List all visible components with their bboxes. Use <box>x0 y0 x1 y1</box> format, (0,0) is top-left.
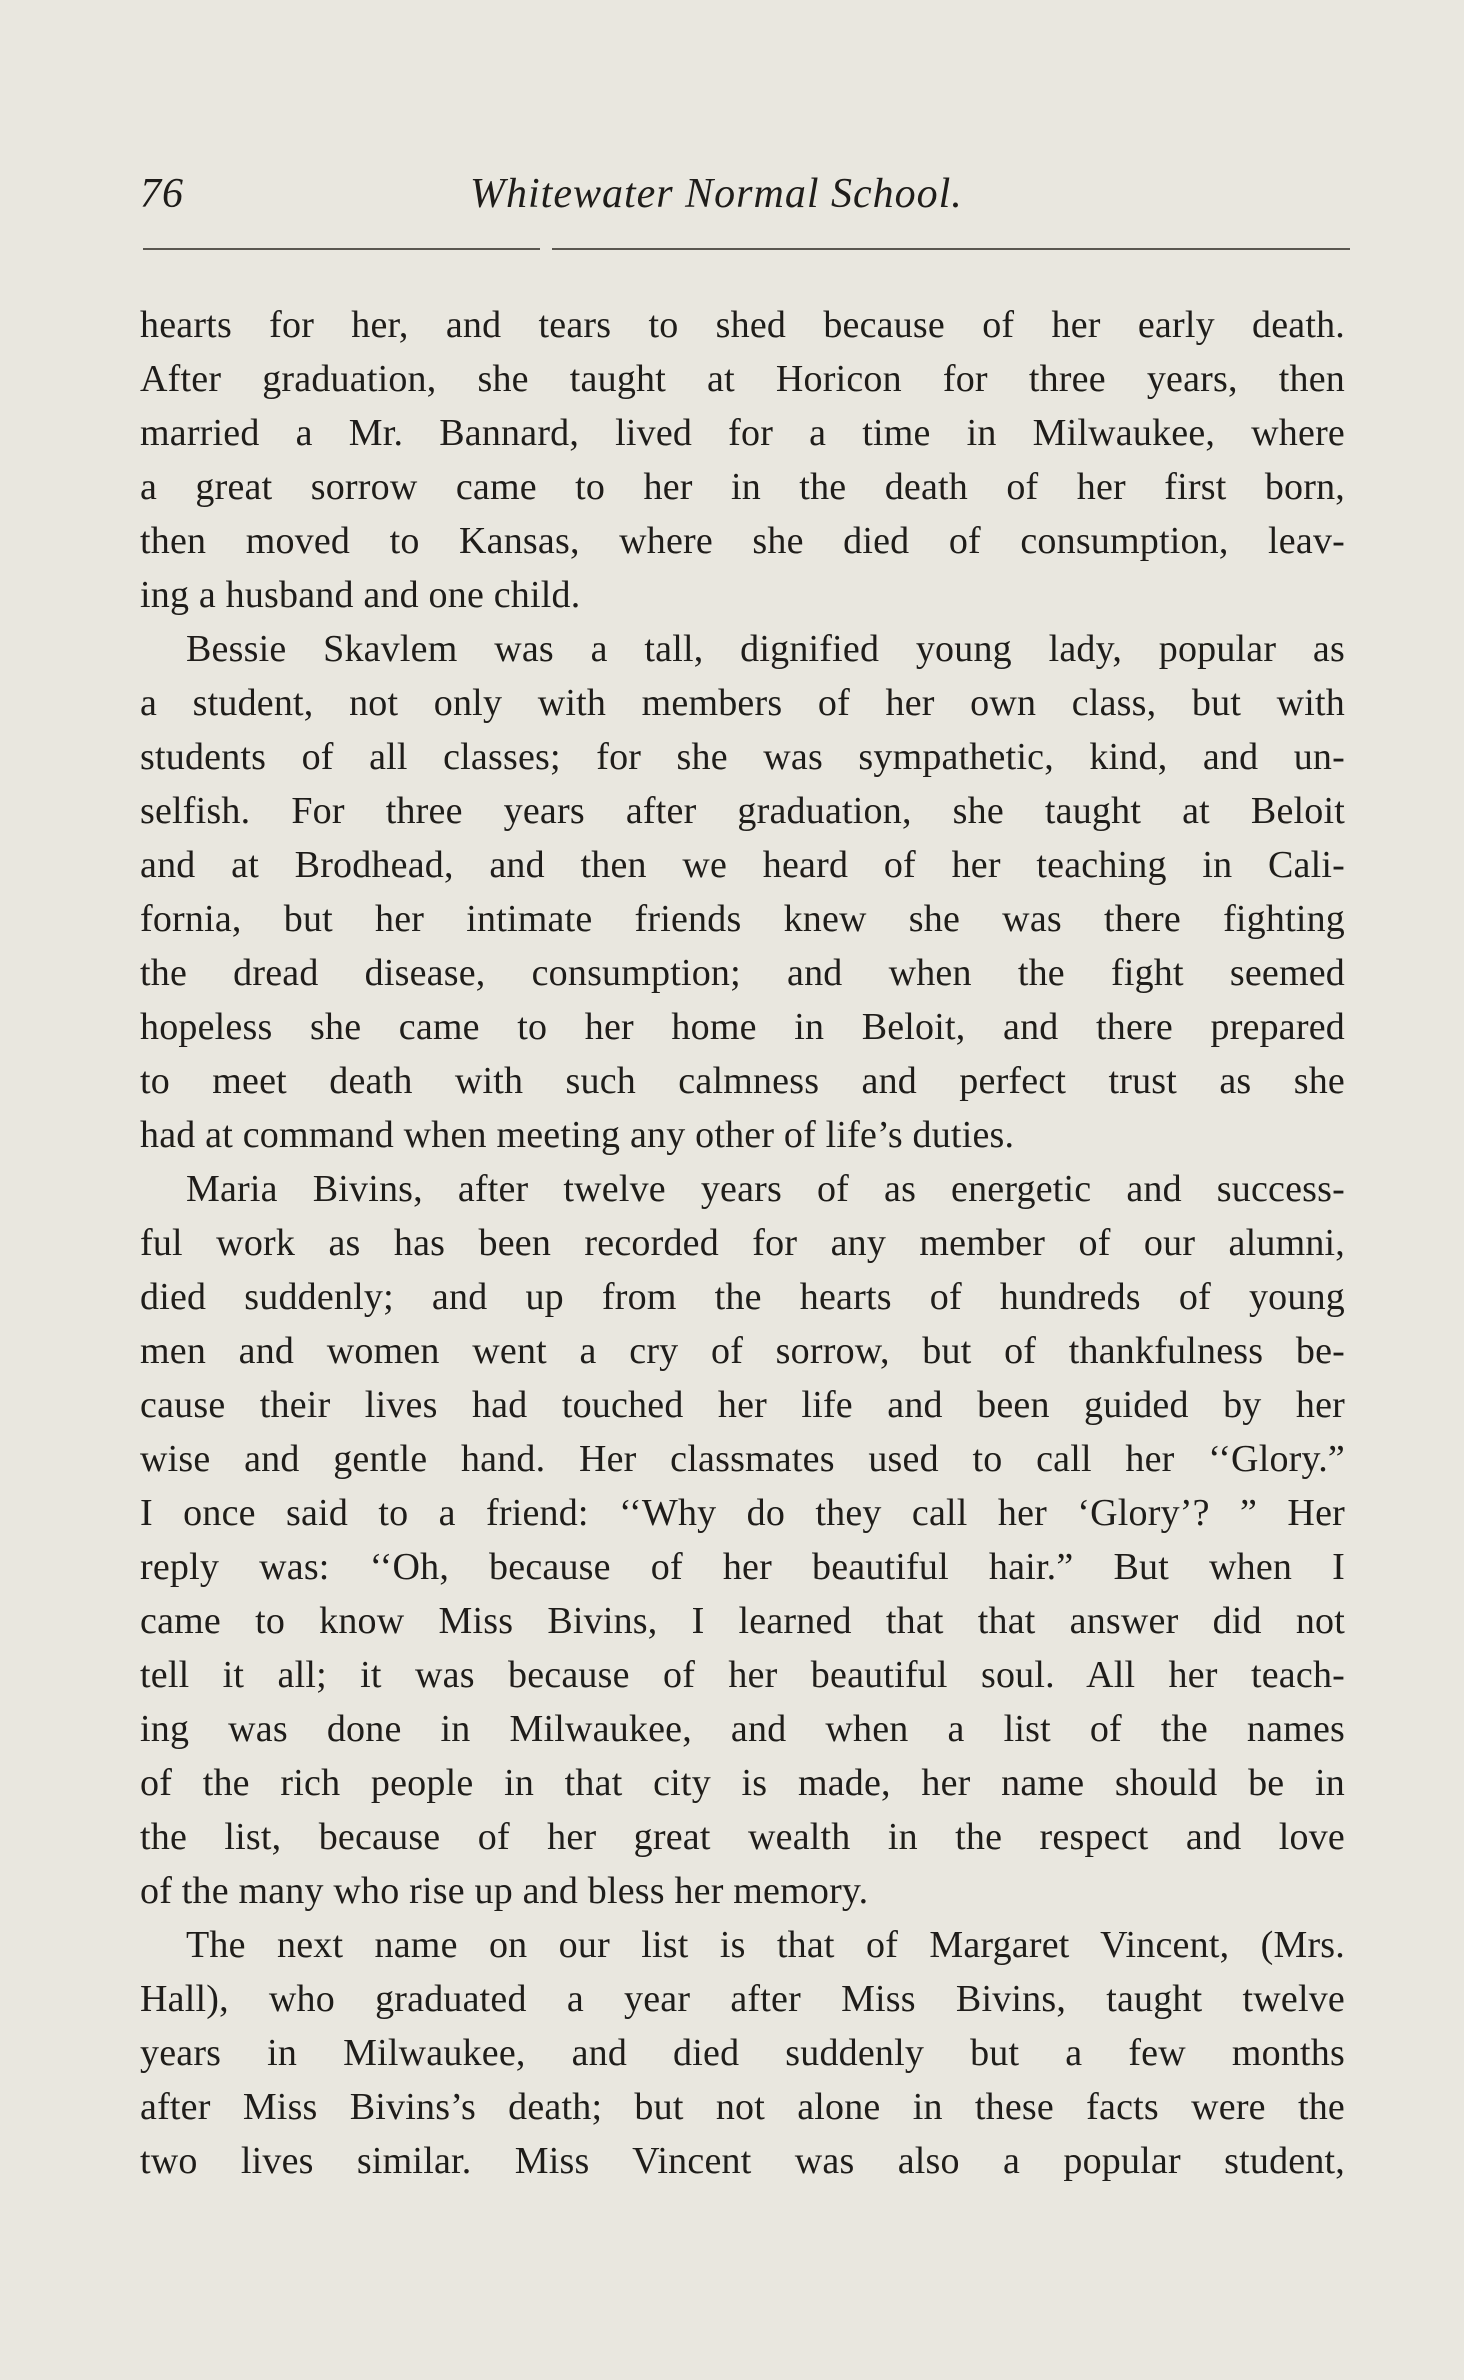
header-rule-right <box>552 248 1350 250</box>
text-line: Hall), who graduated a year after Miss Bivins, taught twelve <box>140 1978 1345 2020</box>
running-title: Whitewater Normal School. <box>470 171 963 217</box>
text-line: two lives similar. Miss Vincent was also a popular student, <box>140 2140 1345 2182</box>
text-line: I once said to a friend: ‘‘Why do they call her ‘Glory’? ” Her <box>140 1492 1345 1534</box>
text-line: a student, not only with members of her own class, but with <box>140 682 1345 724</box>
text-line: the list, because of her great wealth in the respect and love <box>140 1816 1345 1858</box>
page-number: 76 <box>140 171 184 217</box>
text-line: Bessie Skavlem was a tall, dignified young lady, popular as <box>186 628 1345 670</box>
text-line: hopeless she came to her home in Beloit, and there prepared <box>140 1006 1345 1048</box>
text-line: tell it all; it was because of her beautiful soul. All her teach- <box>140 1654 1345 1696</box>
text-line: selfish. For three years after graduation, she taught at Beloit <box>140 790 1345 832</box>
text-line: ing a husband and one child. <box>140 574 581 616</box>
text-line: ful work as has been recorded for any member of our alumni, <box>140 1222 1345 1264</box>
text-line: cause their lives had touched her life and been guided by her <box>140 1384 1345 1426</box>
text-line: After graduation, she taught at Horicon for three years, then <box>140 358 1345 400</box>
text-line: married a Mr. Bannard, lived for a time in Milwaukee, where <box>140 412 1345 454</box>
text-line: ing was done in Milwaukee, and when a list of the names <box>140 1708 1345 1750</box>
text-line: men and women went a cry of sorrow, but of thankfulness be- <box>140 1330 1345 1372</box>
running-header <box>140 170 1350 230</box>
text-line: reply was: ‘‘Oh, because of her beautiful hair.” But when I <box>140 1546 1345 1588</box>
text-line: the dread disease, consumption; and when the fight seemed <box>140 952 1345 994</box>
text-line: of the rich people in that city is made, her name should be in <box>140 1762 1345 1804</box>
text-line: The next name on our list is that of Margaret Vincent, (Mrs. <box>186 1924 1345 1966</box>
body-text <box>140 298 1345 2188</box>
text-line: of the many who rise up and bless her memory. <box>140 1870 869 1912</box>
header-rule-left <box>143 248 540 250</box>
text-line: hearts for her, and tears to shed because of her early death. <box>140 304 1345 346</box>
text-line: years in Milwaukee, and died suddenly but a few months <box>140 2032 1345 2074</box>
text-line: and at Brodhead, and then we heard of her teaching in Cali- <box>140 844 1345 886</box>
text-line: Maria Bivins, after twelve years of as energetic and success- <box>186 1168 1345 1210</box>
text-line: then moved to Kansas, where she died of consumption, leav- <box>140 520 1345 562</box>
text-line: a great sorrow came to her in the death of her first born, <box>140 466 1345 508</box>
text-line: after Miss Bivins’s death; but not alone in these facts were the <box>140 2086 1345 2128</box>
text-line: to meet death with such calmness and perfect trust as she <box>140 1060 1345 1102</box>
text-line: wise and gentle hand. Her classmates used to call her ‘‘Glory.” <box>140 1438 1345 1480</box>
text-line: died suddenly; and up from the hearts of hundreds of young <box>140 1276 1345 1318</box>
text-line: fornia, but her intimate friends knew she was there fighting <box>140 898 1345 940</box>
text-line: came to know Miss Bivins, I learned that that answer did not <box>140 1600 1345 1642</box>
text-line: students of all classes; for she was sympathetic, kind, and un- <box>140 736 1345 778</box>
text-line: had at command when meeting any other of life’s duties. <box>140 1114 1015 1156</box>
